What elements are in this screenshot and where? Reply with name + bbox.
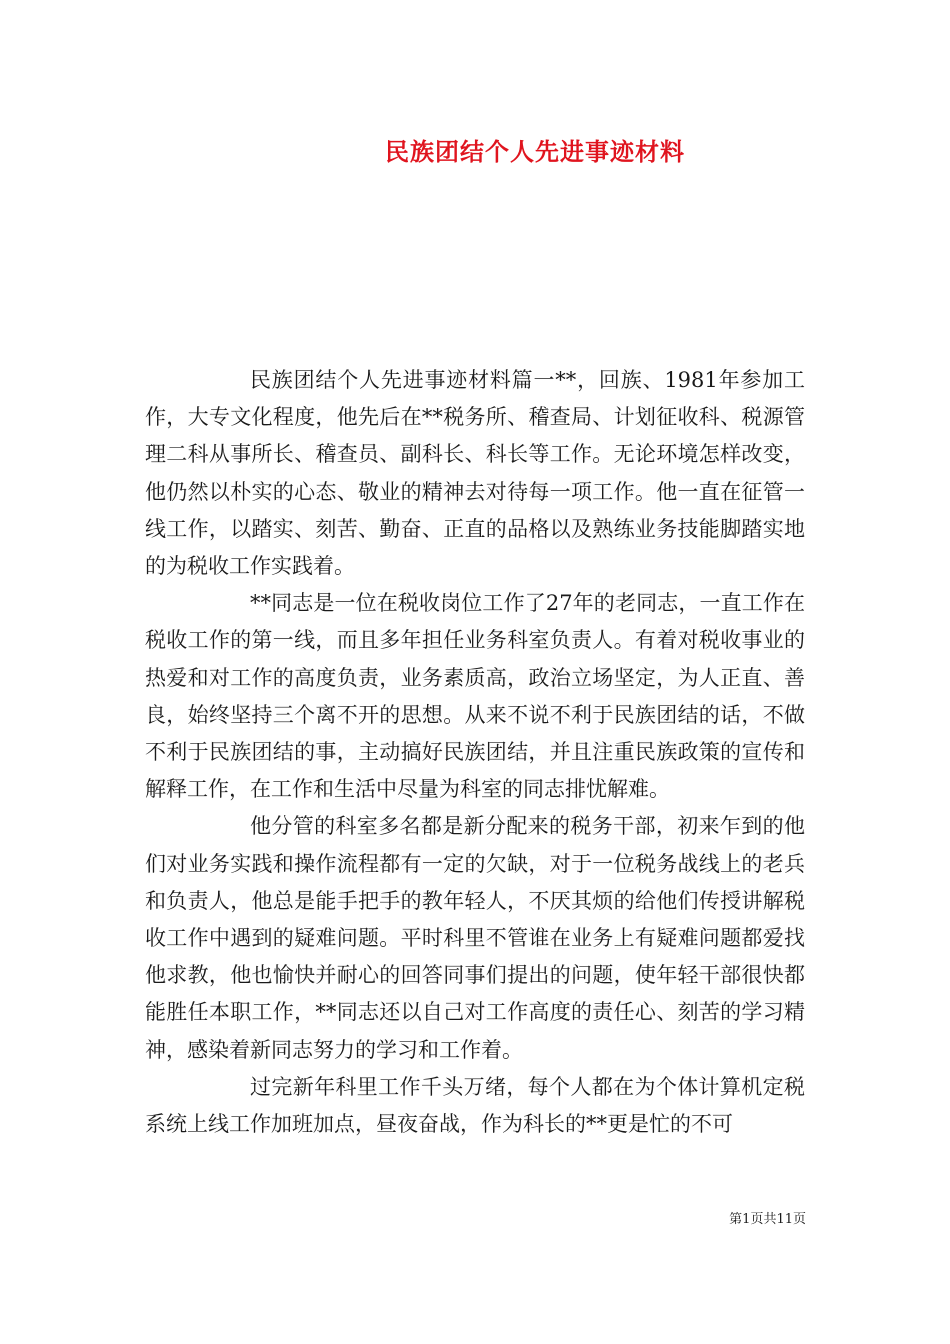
document-body xyxy=(145,362,805,1143)
paragraph-2: **同志是一位在税收岗位工作了27年的老同志，一直工作在税收工作的第一线，而且多年担任业务科室负责人。有着对税收事业的热爱和对工作的高度负责，业务素质高，政治立场坚定，为人正直、善良，始终坚持三个离不开的思想。从来不说不利于民族团结的话，不做不利于民族团结的事，主动搞好民族团结，并且注重民族政策的宣传和解释工作，在工作和生活中尽量为科室的同志排忧解难。 xyxy=(145,591,805,802)
document-title: 民族团结个人先进事迹材料 xyxy=(385,137,685,166)
paragraph-4: 过完新年科里工作千头万绪，每个人都在为个体计算机定税系统上线工作加班加点，昼夜奋战，作为科长的**更是忙的不可 xyxy=(145,1074,805,1137)
page-number: 第1页共11页 xyxy=(729,1212,806,1227)
paragraph-1: 民族团结个人先进事迹材料篇一**，回族、1981年参加工作，大专文化程度，他先后在**税务所、稽查局、计划征收科、税源管理二科从事所长、稽查员、副科长、科长等工作。无论环境怎样改变，他仍然以朴实的心态、敬业的精神去对待每一项工作。他一直在征管一线工作，以踏实、刻苦、勤奋、正直的品格以及熟练业务技能脚踏实地的为税收工作实践着。 xyxy=(145,368,805,579)
paragraph-3: 他分管的科室多名都是新分配来的税务干部，初来乍到的他们对业务实践和操作流程都有一定的欠缺，对于一位税务战线上的老兵和负责人，他总是能手把手的教年轻人，不厌其烦的给他们传授讲解税收工作中遇到的疑难问题。平时科里不管谁在业务上有疑难问题都爱找他求教，他也愉快并耐心的回答同事们提出的问题，使年轻干部很快都能胜任本职工作，**同志还以自己对工作高度的责任心、刻苦的学习精神，感染着新同志努力的学习和工作着。 xyxy=(145,814,805,1062)
